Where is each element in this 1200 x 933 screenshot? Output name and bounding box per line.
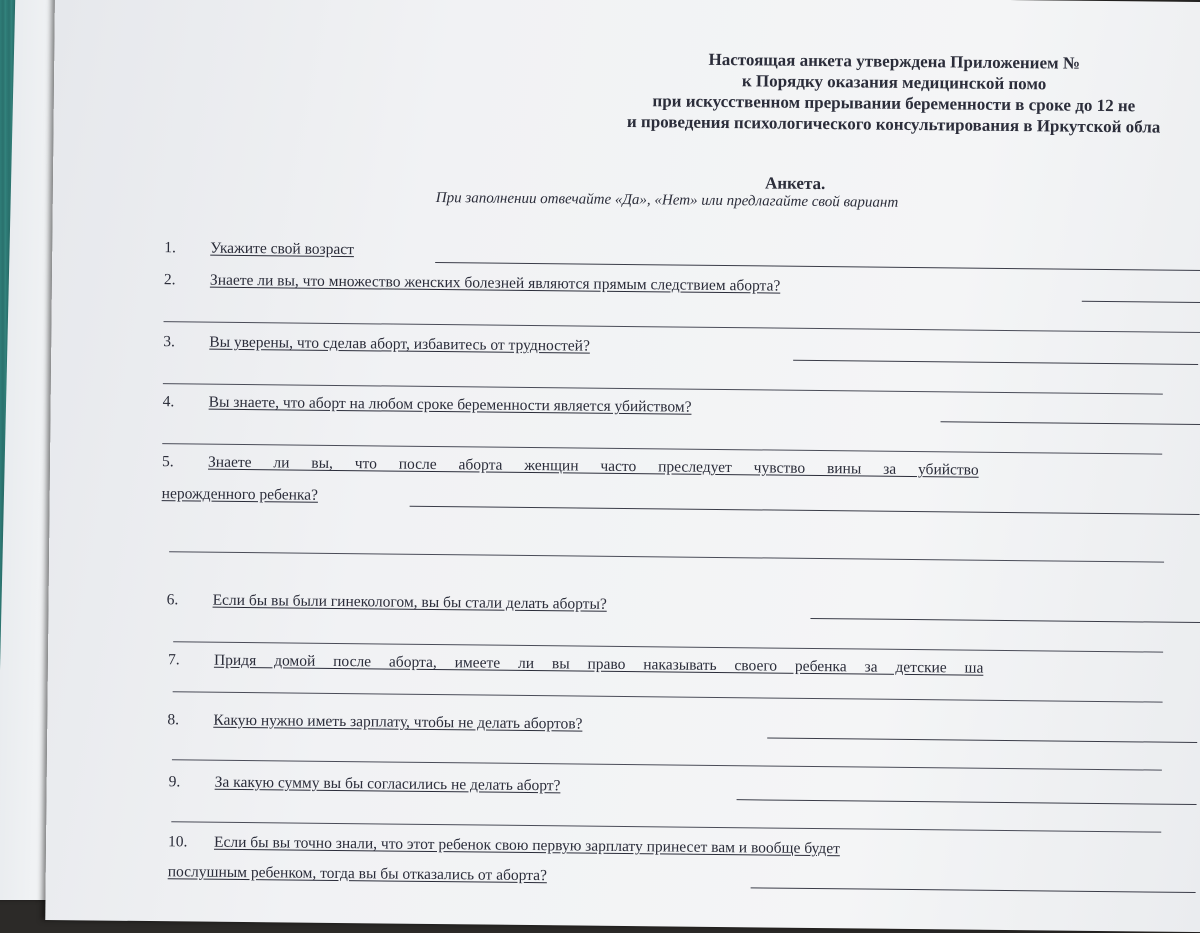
answer-line-8b[interactable] <box>172 759 1162 771</box>
question-number: 3. <box>163 333 176 351</box>
answer-line-2a[interactable] <box>1082 301 1200 304</box>
question-text: Какую нужно иметь зарплату, чтобы не делать абортов? <box>213 711 583 733</box>
answer-line-8a[interactable] <box>767 737 1197 743</box>
question-number: 5. <box>161 453 174 471</box>
question-text: Вы знаете, что аборт на любом сроке беременности является убийством? <box>208 393 692 416</box>
question-text: Придя домой после аборта, имеете ли вы право наказывать своего ребенка за детские ша <box>213 651 984 677</box>
answer-line-2b[interactable] <box>164 321 1200 333</box>
question-7 <box>168 651 1200 680</box>
answer-line-5a[interactable] <box>410 506 1200 516</box>
answer-line-9a[interactable] <box>737 799 1197 805</box>
question-1 <box>164 239 354 259</box>
answer-line-4b[interactable] <box>162 443 1162 455</box>
question-number: 4. <box>162 393 175 411</box>
header-line: и проведения психологического консультирования в Иркутской обла <box>626 111 1161 137</box>
question-text: Укажите свой возраст <box>210 239 355 259</box>
answer-line-5b[interactable] <box>169 551 1164 563</box>
question-text: Если бы вы были гинекологом, вы бы стали делать аборты? <box>212 591 607 613</box>
answer-line-6a[interactable] <box>810 618 1200 623</box>
question-5-continuation <box>162 485 318 505</box>
answer-line-3b[interactable] <box>163 383 1163 395</box>
question-number: 10. <box>167 833 188 851</box>
question-10 <box>168 833 1200 862</box>
question-number: 9. <box>168 773 181 791</box>
question-text: За какую сумму вы бы согласились не делать аборт? <box>214 773 561 795</box>
questionnaire-sheet <box>45 0 1200 933</box>
question-text-continuation: нерожденного ребенка? <box>161 485 319 504</box>
form-title: Анкета. <box>764 173 826 194</box>
question-6 <box>167 591 607 614</box>
question-3 <box>163 333 590 355</box>
question-text: Вы уверены, что сделав аборт, избавитесь от трудностей? <box>209 333 590 355</box>
question-number: 6. <box>166 591 179 609</box>
question-8 <box>167 711 582 733</box>
answer-line-7[interactable] <box>173 691 1163 703</box>
question-text: Если бы вы точно знали, что этот ребенок свою первую зарплату принесет вам и вообще будет <box>213 833 840 858</box>
question-number: 2. <box>163 271 176 289</box>
answer-line-9b[interactable] <box>171 821 1161 833</box>
question-text: Знаете ли вы, что множество женских болезней являются прямым следствием аборта? <box>209 271 781 295</box>
header-line: при искусственном прерывании беременности в сроке до 12 не <box>652 91 1136 116</box>
answer-line-3a[interactable] <box>793 360 1198 366</box>
form-instructions: При заполнении отвечайте «Да», «Нет» или предлагайте свой вариант <box>435 189 899 211</box>
answer-line-4a[interactable] <box>941 421 1200 425</box>
answer-line-10[interactable] <box>751 887 1196 893</box>
question-number: 1. <box>164 239 177 257</box>
header-line: к Порядку оказания медицинской помо <box>741 71 1047 94</box>
question-text-continuation: послушным ребенком, тогда вы бы отказались от аборта? <box>167 863 548 885</box>
question-5 <box>162 453 1200 482</box>
approval-header <box>484 47 1200 140</box>
question-9 <box>169 773 561 795</box>
header-line: Настоящая анкета утверждена Приложением № <box>708 49 1081 73</box>
question-number: 7. <box>167 651 180 669</box>
question-4 <box>163 393 692 417</box>
question-2 <box>164 271 781 295</box>
question-text: Знаете ли вы, что после аборта женщин часто преследует чувство вины за убийство <box>207 453 979 479</box>
answer-line-1[interactable] <box>435 262 1200 271</box>
question-10-continuation <box>168 863 547 885</box>
question-number: 8. <box>167 711 180 729</box>
answer-line-6b[interactable] <box>173 641 1163 653</box>
